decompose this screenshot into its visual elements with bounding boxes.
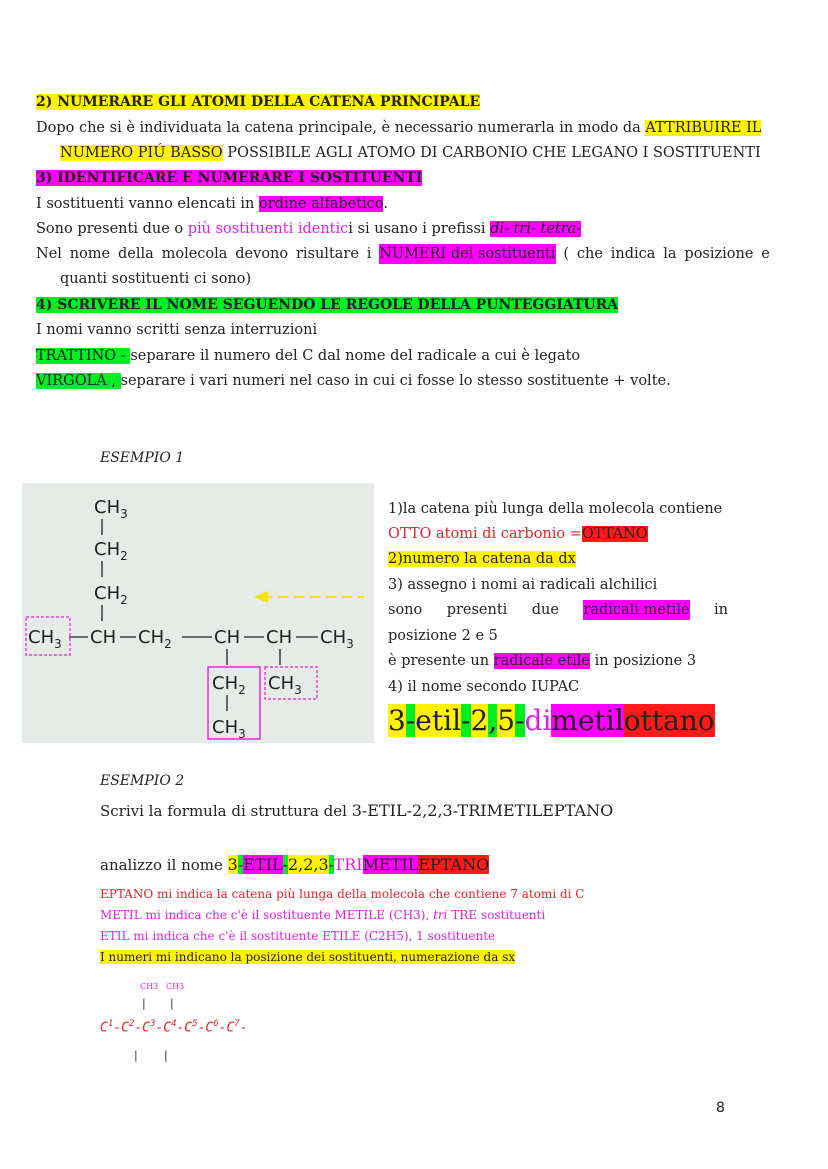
section-3-line-2: Sono presenti due o più sostituenti identici si usano i prefissi di- tri- tetra-: [36, 221, 582, 237]
formula-ch-3: CH: [266, 627, 293, 648]
iupac-name-1: 3-etil-2,5-dimetilottano: [388, 704, 715, 737]
section-3-line-1: I sostituenti vanno elencati in ordine alfabetico.: [36, 196, 388, 212]
section-3-line-4: quanti sostituenti ci sono): [60, 271, 252, 287]
ch3-label-b: CH3: [166, 982, 185, 991]
formula-ch3-methyl: $CH_3$: [268, 673, 302, 697]
section-3-line-3: Nel nome della molecola devono risultare i NUMERI dei sostituenti ( che indica la posizione e: [36, 246, 770, 262]
esempio-1-r5: sono presenti due radicali metile in: [388, 602, 728, 618]
structure-photo: [22, 483, 374, 743]
esempio-2-title: ESEMPIO 2: [100, 773, 185, 789]
esempio-1-r1: 1)la catena più lunga della molecola contiene: [388, 501, 723, 517]
arrow-head-icon: [254, 591, 268, 603]
formula-ch3-ethyl-end: $CH_3$: [212, 717, 246, 741]
section-4-heading: 4) SCRIVERE IL NOME SEGUENDO LE REGOLE DELLA PUNTEGGIATURA: [36, 297, 619, 313]
iupac-name-2-analysis: analizzo il nome 3-ETIL-2,2,3-TRIMETILEPTANO: [100, 855, 490, 874]
section-3-heading: 3) IDENTIFICARE E NUMERARE I SOSTITUENTI: [36, 170, 423, 186]
esempio-1-title: ESEMPIO 1: [100, 450, 185, 466]
note-etil: ETIL mi indica che c'è il sostituente ETILE (C2H5), 1 sostituente: [100, 929, 496, 943]
section-4-line-3: VIRGOLA , separare i vari numeri nel caso in cui ci fosse lo stesso sostituente + volte.: [36, 373, 671, 389]
esempio-2-task: Scrivi la formula di struttura del 3-ETIL-2,2,3-TRIMETILEPTANO: [100, 801, 614, 820]
section-4-line-2: TRATTINO - separare il numero del C dal nome del radicale a cui è legato: [36, 348, 581, 364]
esempio-1-r2: OTTO atomi di carbonio =OTTANO: [388, 526, 648, 542]
formula-ch2-ethyl: $CH_2$: [212, 673, 246, 697]
section-2-line-1: Dopo che si è individuata la catena principale, è necessario numerarla in modo da ATTRIBUIRE IL: [36, 120, 762, 136]
bond-down-b: |: [164, 1049, 168, 1062]
structural-formula: [22, 483, 374, 743]
note-metil: METIL mi indica che c'è il sostituente METILE (CH3), tri TRE sostituenti: [100, 908, 546, 922]
formula-ch2-a: $CH_2$: [94, 539, 128, 563]
formula-ch3-right: $CH_3$: [320, 627, 354, 651]
esempio-1-r7: è presente un radicale etile in posizione 3: [388, 653, 697, 669]
note-eptano: EPTANO mi indica la catena più lunga della molecola che contiene 7 atomi di C: [100, 887, 585, 901]
formula-ch2-main: $CH_2$: [138, 627, 172, 651]
formula-ch2-b: $CH_2$: [94, 583, 128, 607]
bond-up-a: |: [142, 997, 146, 1010]
ch3-label-a: CH3: [140, 982, 159, 991]
section-4-line-1: I nomi vanno scritti senza interruzioni: [36, 322, 318, 338]
formula-ch-1: CH: [90, 627, 117, 648]
esempio-1-r6: posizione 2 e 5: [388, 628, 498, 644]
esempio-1-r4: 3) assegno i nomi ai radicali alchilici: [388, 577, 658, 593]
page-number: 8: [716, 1100, 725, 1116]
formula-ch3-left: $CH_3$: [28, 627, 62, 651]
note-numeri: I numeri mi indicano la posizione dei sostituenti, numerazione da sx: [100, 950, 516, 964]
formula-ch3-top: $CH_3$: [94, 497, 128, 521]
formula-ch-2: CH: [214, 627, 241, 648]
bond-up-b: |: [170, 997, 174, 1010]
section-2-line-2: NUMERO PIÚ BASSO POSSIBILE AGLI ATOMO DI CARBONIO CHE LEGANO I SOSTITUENTI: [60, 145, 761, 161]
bond-down-a: |: [134, 1049, 138, 1062]
esempio-1-r8: 4) il nome secondo IUPAC: [388, 679, 580, 695]
esempio-1-r3: 2)numero la catena da dx: [388, 551, 576, 567]
carbon-chain: $C^1-C^2-C^3-C^4-C^5-C^6-C^7-$: [100, 1019, 248, 1036]
section-2-heading: 2) NUMERARE GLI ATOMI DELLA CATENA PRINCIPALE: [36, 94, 481, 110]
